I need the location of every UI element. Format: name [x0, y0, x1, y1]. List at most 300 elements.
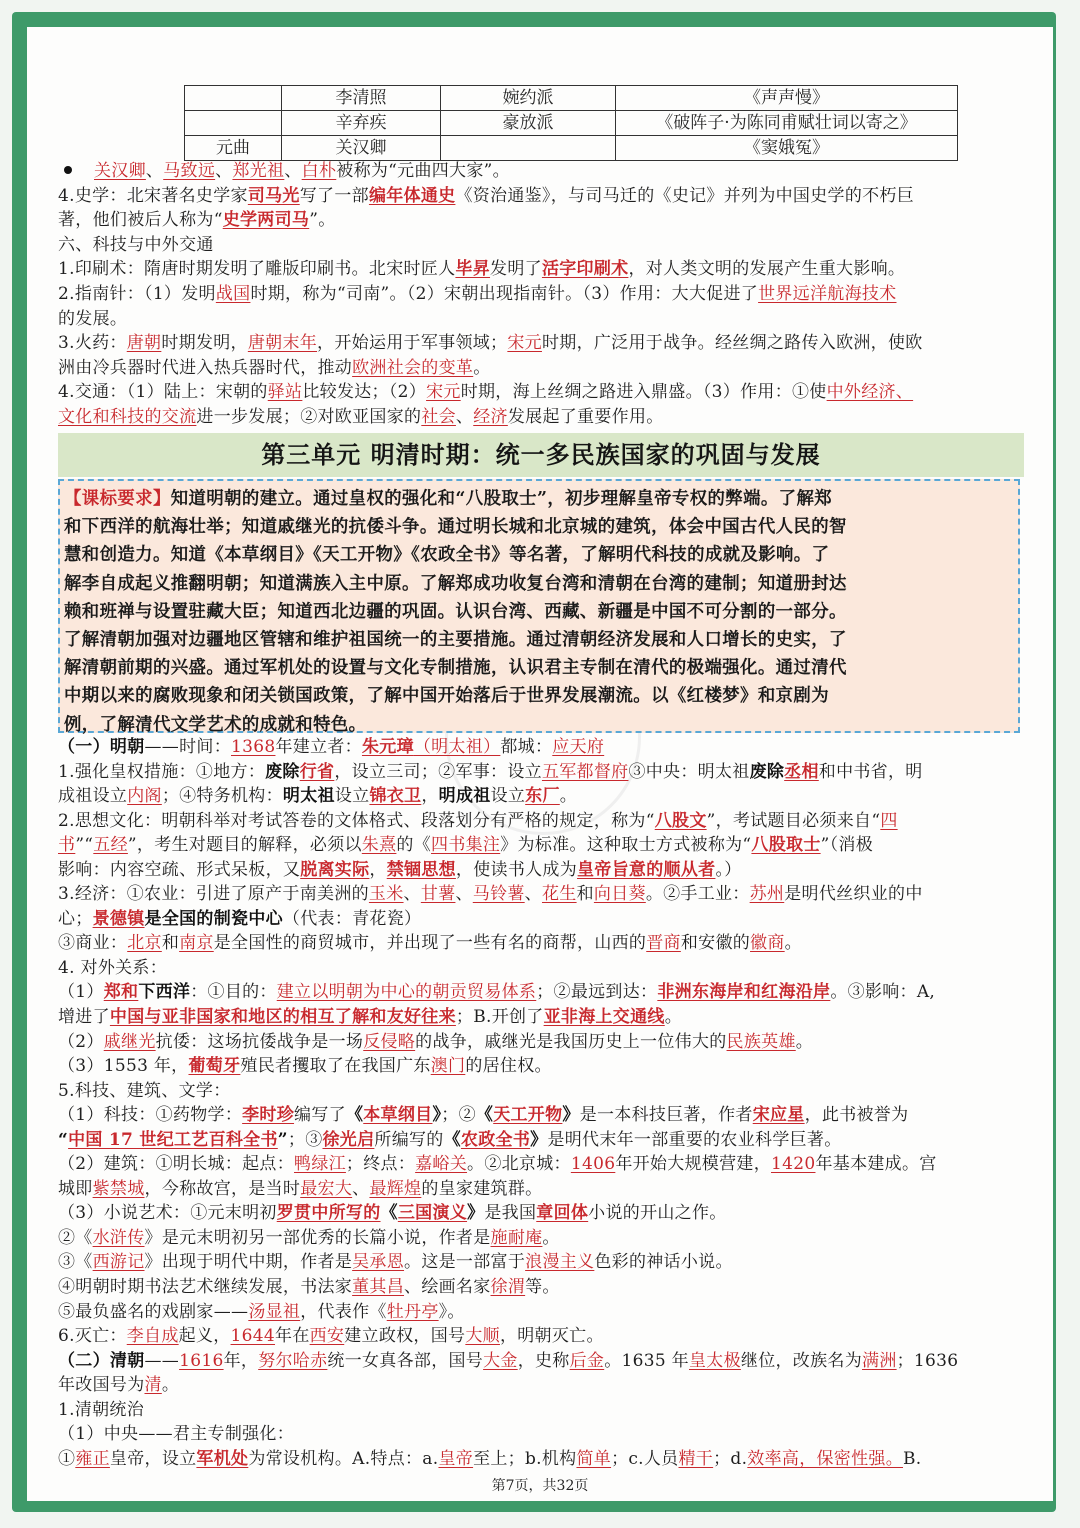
keyword: 戚继光 — [103, 1031, 156, 1052]
requirement-tag: 【课标要求】 — [64, 489, 171, 509]
text-run: ”（消极 — [820, 835, 874, 856]
text-run: 是一本科技巨著，作者 — [579, 1105, 753, 1126]
text-run: 《资治通鉴》，与司马迁的《史记》并列为中国史学的不朽巨 — [455, 185, 915, 206]
text-run: 1.清朝统治 — [58, 1399, 145, 1420]
keyword: 葡萄牙 — [188, 1056, 241, 1077]
table-row — [185, 86, 958, 111]
keyword: 五军都督府 — [541, 761, 629, 782]
text-run: ，使读书人成为 — [455, 859, 578, 880]
text-run: 抗倭：这场抗倭战争是一场 — [155, 1031, 364, 1052]
requirement-text: 知道明朝的建立。通过皇权的强化和“八股取士”，初步理解皇帝专权的弊端。了解郑 — [170, 489, 833, 509]
keyword: 汤显祖 — [248, 1301, 301, 1322]
bullet-icon — [64, 166, 72, 174]
author-cell: 辛弃疾 — [282, 111, 441, 136]
text-run: 》是元末明初另一部优秀的长篇小说，作者是 — [144, 1227, 491, 1248]
keyword: 1616 — [179, 1350, 224, 1371]
keyword: 郑和 — [103, 982, 139, 1003]
text-run: 六、科技与中外交通 — [58, 234, 214, 255]
text-run: 3.火药： — [58, 333, 127, 354]
text-run: 、 — [352, 1178, 370, 1199]
requirement-line — [64, 513, 1016, 541]
keyword: 八股取士 — [751, 835, 821, 856]
text-run: 》出现于明代中期，作者是 — [144, 1252, 353, 1273]
keyword: 李自成 — [126, 1326, 179, 1347]
text-run: 4.交通：（1）陆上：宋朝的 — [58, 382, 268, 403]
text-run: （1） — [58, 982, 104, 1003]
text-line — [58, 233, 1020, 258]
text-run: ，代表作《 — [300, 1301, 387, 1322]
keyword: 后金 — [569, 1350, 605, 1371]
text-line — [58, 809, 1020, 834]
text-run: 至上；b.机构 — [473, 1448, 577, 1469]
requirement-text: 了解清朝加强对边疆地区管辖和维护祖国统一的主要措施。通过清朝经济发展和人口增长的史实，了 — [64, 630, 847, 651]
text-line — [58, 858, 1020, 883]
text-run: ②《 — [58, 1227, 93, 1248]
keyword: （一）明朝 — [58, 737, 145, 757]
keyword: 丞相 — [784, 761, 819, 782]
section-song-culture — [58, 159, 1020, 430]
text-run: 年建立者： — [275, 737, 362, 757]
text-run: ， — [421, 786, 439, 807]
keyword: 活字印刷术 — [541, 259, 629, 280]
keyword: （二）清朝 — [58, 1350, 145, 1371]
keyword: 明太祖 — [282, 786, 335, 807]
keyword: 废除 — [749, 761, 785, 782]
text-run: 编写了 — [294, 1105, 346, 1126]
keyword: 鸭绿江 — [294, 1154, 346, 1175]
text-line — [58, 1373, 1020, 1398]
text-run: 、 — [455, 406, 474, 427]
text-run: 和安徽的 — [680, 933, 751, 954]
requirement-line — [64, 598, 1016, 626]
keyword: 中国 17 世纪工艺百科全书 — [68, 1129, 278, 1150]
text-line — [58, 1275, 1020, 1300]
text-run: 色彩的神话小说。 — [594, 1252, 733, 1273]
text-run: ，设立三司；②军事：设立 — [334, 761, 542, 782]
text-line — [58, 1030, 1020, 1055]
text-line — [58, 784, 1020, 809]
poets-table — [184, 85, 958, 161]
keyword: 西安 — [309, 1326, 345, 1347]
keyword: 驿站 — [267, 382, 303, 403]
keyword: 吴承恩 — [352, 1252, 405, 1273]
text-line — [58, 1103, 1020, 1128]
school-cell: 婉约派 — [441, 86, 616, 111]
table-row — [185, 136, 958, 161]
text-run: （2）建筑：①明长城：起点： — [58, 1154, 295, 1175]
text-line — [58, 1422, 1020, 1447]
text-run: 和中书省，明 — [818, 761, 923, 782]
text-run: ，明朝灭亡。 — [499, 1326, 604, 1347]
text-run: ④明朝时期书法艺术继续发展，书法家 — [58, 1277, 353, 1298]
keyword: 宋元 — [507, 333, 542, 354]
text-run: 、 — [145, 161, 164, 181]
keyword: 天工开物 — [493, 1105, 563, 1126]
text-run: ③《 — [58, 1252, 93, 1273]
text-run: 5.科技、建筑、文学： — [58, 1080, 231, 1101]
keyword: 景德镇 — [92, 908, 145, 929]
text-run: ”“ — [75, 835, 94, 856]
keyword: 是全国的制瓷中心 — [144, 908, 283, 929]
text-line — [58, 208, 1020, 233]
keyword: 朱元璋 — [361, 737, 414, 757]
keyword: 史学两司马 — [222, 210, 310, 231]
keyword: 明成祖 — [438, 786, 491, 807]
text-run: 、绘画名家 — [404, 1277, 491, 1298]
text-run: 皇帝，设立 — [109, 1448, 197, 1469]
text-run: 6.灭亡： — [58, 1326, 127, 1347]
text-line — [58, 735, 1020, 760]
text-run: （3）1553 年， — [58, 1056, 189, 1077]
requirement-line — [64, 682, 1016, 710]
keyword: 徐渭 — [490, 1277, 526, 1298]
text-line — [58, 760, 1020, 785]
requirement-line — [64, 654, 1016, 682]
text-run: 、 — [215, 161, 233, 181]
text-run: 著，他们被后人称为“ — [58, 210, 223, 231]
text-line — [58, 257, 1020, 282]
keyword: 努尔哈赤 — [258, 1350, 328, 1371]
text-run: 设立 — [490, 786, 526, 807]
text-run: ；B.开创了 — [455, 1007, 544, 1028]
author-cell: 李清照 — [282, 86, 441, 111]
keyword: 苏州 — [749, 884, 785, 905]
keyword: 》 — [467, 1203, 485, 1224]
text-line — [58, 1201, 1020, 1226]
text-run: 。 — [664, 1007, 683, 1028]
text-line — [58, 1177, 1020, 1202]
text-run: 的《 — [396, 835, 432, 856]
text-run: 》。 — [438, 1301, 465, 1322]
text-run: 建立政权，国号 — [344, 1326, 466, 1347]
work-cell: 《破阵子·为陈同甫赋壮词以寄之》 — [616, 111, 958, 136]
keyword: 社会 — [421, 406, 456, 427]
keyword: 四 — [880, 810, 898, 831]
keyword: 皇太极 — [689, 1350, 741, 1371]
keyword: ” — [277, 1129, 288, 1150]
text-line — [58, 980, 1020, 1005]
text-run: 城即 — [58, 1178, 93, 1199]
keyword: 南京 — [179, 933, 214, 954]
keyword: 下西洋 — [138, 982, 191, 1003]
text-run: 。1635 年 — [604, 1350, 689, 1371]
keyword: 大金 — [483, 1350, 518, 1371]
text-line — [58, 1324, 1020, 1349]
keyword: 》 — [432, 1105, 442, 1126]
keyword: 世界远洋航海技术 — [758, 283, 897, 304]
text-run: （2） — [58, 1031, 104, 1052]
text-run: 3.经济：①农业：引进了原产于南美洲的 — [58, 884, 369, 905]
keyword: 亚非海上交通线 — [543, 1007, 665, 1028]
text-run: 2.指南针：（1）发明 — [58, 283, 216, 304]
keyword: 紫禁城 — [92, 1178, 145, 1199]
text-run: 、 — [284, 161, 302, 181]
keyword: 满洲 — [862, 1350, 897, 1371]
keyword: 朱熹 — [361, 835, 397, 856]
text-run: ；② — [441, 1105, 476, 1126]
requirement-line — [64, 570, 1016, 598]
text-run: 。③影响：A, — [830, 982, 936, 1003]
keyword: 1406 — [570, 1154, 616, 1175]
text-line — [58, 1447, 1020, 1472]
section-ming-qing — [58, 735, 1020, 1471]
text-run: 写了一部 — [299, 185, 369, 206]
keyword: 八股文 — [654, 810, 707, 831]
text-line — [58, 307, 1020, 332]
text-line — [58, 907, 1020, 932]
text-run: 的居住权。 — [465, 1056, 552, 1077]
text-run: 、 — [403, 884, 421, 905]
requirement-text: 赖和班禅与设置驻藏大臣；知道西北边疆的巩固。认识台湾、西藏、新疆是中国不可分割的一部分。 — [64, 601, 847, 622]
text-run: 统一女真各部，国号 — [327, 1350, 484, 1371]
text-run: 所编写的 — [374, 1129, 444, 1150]
text-run: ——时间： — [144, 737, 231, 757]
keyword: 行省 — [299, 761, 335, 782]
text-run: 年开始大规模营建， — [615, 1154, 772, 1175]
text-run: 洲由冷兵器时代进入热兵器时代，推动 — [58, 357, 353, 378]
work-cell: 《窦娥冤》 — [616, 136, 958, 161]
text-run: 的皇家建筑群。 — [421, 1178, 543, 1199]
text-run: ，开始运用于军事领域； — [317, 333, 508, 354]
text-run: 年改国号为 — [58, 1375, 145, 1396]
keyword: 建立以明朝为中心的朝贡贸易体系 — [276, 982, 537, 1003]
text-run: B. — [903, 1448, 922, 1469]
text-run: ；d. — [713, 1448, 748, 1469]
text-line — [58, 1250, 1020, 1275]
keyword: 中国与亚非国家和地区的相互了解和友好往来 — [109, 1007, 456, 1028]
text-line — [58, 356, 1020, 381]
table-row — [185, 111, 958, 136]
text-run: 。 — [559, 786, 578, 807]
requirement-line — [64, 626, 1016, 654]
era-cell: 元曲 — [185, 136, 282, 161]
keyword: 花生 — [541, 884, 577, 905]
keyword: 四书集注 — [431, 835, 501, 856]
text-run: ”，考试题目必须来自“ — [706, 810, 881, 831]
text-line — [58, 1128, 1020, 1153]
keyword: 最宏大 — [300, 1178, 353, 1199]
keyword: 关汉卿 — [94, 161, 146, 181]
text-run: 。 — [542, 1227, 560, 1248]
text-line — [58, 380, 1020, 405]
keyword: 甘薯 — [420, 884, 456, 905]
keyword: 《 — [475, 1105, 494, 1126]
keyword: 锦衣卫 — [369, 786, 422, 807]
text-run: 发展起了重要作用。 — [507, 406, 664, 427]
text-run: 心； — [58, 908, 93, 929]
keyword: 董其昌 — [352, 1277, 405, 1298]
text-run: 影响：内容空疏、形式呆板，又 — [58, 859, 301, 880]
text-run: ；终点： — [345, 1154, 416, 1175]
text-run: 1.印刷术：隋唐时期发明了雕版印刷书。北宋时匠人 — [58, 259, 456, 280]
keyword: 皇帝旨意的顺从者 — [577, 859, 716, 880]
text-run: （1）中央——君主专制强化： — [58, 1424, 295, 1445]
keyword: 李时珍 — [242, 1105, 295, 1126]
keyword: 皇帝 — [438, 1448, 474, 1469]
keyword: 白朴 — [301, 161, 337, 181]
keyword: 向日葵 — [593, 884, 646, 905]
keyword: 牡丹亭 — [386, 1301, 439, 1322]
text-run: 、 — [524, 884, 542, 905]
text-run: ， — [369, 859, 387, 880]
text-line — [58, 331, 1020, 356]
text-run: 都城： — [500, 737, 553, 757]
text-run: 发明了 — [490, 259, 542, 280]
text-line — [58, 956, 1020, 981]
work-cell: 《声声慢》 — [616, 86, 958, 111]
keyword: 徽商 — [750, 933, 785, 954]
text-run: 和 — [576, 884, 594, 905]
page-footer: 第7页，共32页 — [491, 1478, 589, 1494]
text-line — [58, 184, 1020, 209]
keyword: 唐朝 — [126, 333, 162, 354]
text-line — [58, 1349, 1020, 1374]
text-run: 比较发达；（2） — [302, 382, 427, 403]
text-run: 。 — [795, 1031, 814, 1052]
text-line — [58, 159, 1020, 184]
keyword: 编年体通史 — [368, 185, 456, 206]
requirement-text: 解清朝前期的兴盛。通过军机处的设置与文化专制措施，认识君主专制在清代的极端强化。通过清代 — [64, 658, 847, 679]
keyword: 废除 — [265, 761, 300, 782]
text-line — [58, 282, 1020, 307]
text-run: 是明代末年一部重要的农业科学巨著。 — [547, 1129, 842, 1150]
keyword: 农政全书 — [460, 1129, 531, 1150]
keyword: （明太祖） — [413, 737, 501, 757]
keyword: 徐光启 — [322, 1129, 375, 1150]
text-run: ”。 — [309, 210, 336, 231]
text-run: 是全国性的商贸城市，并出现了一些有名的商帮，山西的 — [213, 933, 647, 954]
text-run: ；1636 — [896, 1350, 959, 1371]
text-run: ；③ — [287, 1129, 323, 1150]
text-run: 2.思想文化：明朝科举对考试答卷的文体格式、段落划分有严格的规定，称为“ — [58, 810, 655, 831]
keyword: 效率高，保密性强。 — [747, 1448, 903, 1469]
keyword: 非洲东海岸和红海沿岸 — [657, 982, 831, 1003]
keyword: 浪漫主义 — [525, 1252, 595, 1273]
keyword: 1368 — [231, 737, 276, 757]
text-run: （代表：青花瓷） — [282, 908, 422, 929]
text-line — [58, 833, 1020, 858]
text-run: 。 — [473, 357, 491, 378]
keyword: 北京 — [127, 933, 162, 954]
keyword: 》 — [562, 1105, 580, 1126]
keyword: 战国 — [215, 283, 251, 304]
text-run: 殖民者攫取了在我国广东 — [240, 1056, 431, 1077]
keyword: 《 — [345, 1105, 364, 1126]
text-run: 进一步发展；②对欧亚国家的 — [196, 406, 422, 427]
keyword: 应天府 — [552, 737, 605, 757]
keyword: 清 — [144, 1375, 162, 1396]
keyword: 郑光祖 — [232, 161, 285, 181]
text-run: 起义， — [178, 1326, 231, 1347]
text-run: ；④特务机构： — [161, 786, 283, 807]
text-line — [58, 1005, 1020, 1030]
keyword: 三国演义 — [397, 1203, 468, 1224]
unit-title-banner: 第三单元 明清时期：统一多民族国家的巩固与发展 — [58, 433, 1024, 477]
text-run: ，今称故宫，是当时 — [144, 1178, 301, 1199]
text-run: ⑤最负盛名的戏剧家—— — [58, 1301, 249, 1322]
keyword: 玉米 — [368, 884, 404, 905]
text-run: 是我国 — [484, 1203, 537, 1224]
text-run: 的发展。 — [58, 308, 128, 329]
keyword: 《 — [380, 1203, 398, 1224]
keyword: 1644 — [230, 1326, 276, 1347]
text-run: ① — [58, 1448, 76, 1469]
text-run: ，史称 — [517, 1350, 570, 1371]
text-run: 4. 对外关系： — [58, 957, 168, 978]
text-run: 年， — [223, 1350, 259, 1371]
text-run: ”，考生对题目的解释，必须以 — [127, 835, 362, 856]
keyword: 嘉峪关 — [415, 1154, 468, 1175]
keyword: 简单 — [576, 1448, 612, 1469]
text-run: 成祖设立 — [58, 786, 128, 807]
keyword: 精干 — [678, 1448, 714, 1469]
text-run: 被称为“元曲四大家”。 — [336, 161, 510, 181]
text-run: 小说的开山之作。 — [588, 1203, 727, 1224]
keyword: 司马光 — [247, 185, 300, 206]
text-run: ③中央：明太祖 — [628, 761, 750, 782]
keyword: 唐朝末年 — [247, 333, 318, 354]
keyword: 本草纲目 — [363, 1105, 433, 1126]
text-run: ③商业： — [58, 933, 128, 954]
requirement-text: 例，了解清代文学艺术的成就和特色。 — [64, 714, 367, 735]
keyword: 宋应星 — [752, 1105, 805, 1126]
requirement-text: 中期以来的腐败现象和闭关锁国政策，了解中国开始落后于世界发展潮流。以《红楼梦》和京剧为 — [64, 686, 830, 707]
requirement-text: 慧和创造力。知道《本草纲目》《天工开物》《农政全书》等名著，了解明代科技的成就及影响。了 — [64, 545, 830, 566]
text-line — [58, 1079, 1020, 1104]
era-cell — [185, 86, 282, 111]
curriculum-requirement-box — [58, 479, 1020, 733]
requirement-text: 解李自成起义推翻明朝；知道满族入主中原。了解郑成功收复台湾和清朝在台湾的建制；知道册封达 — [64, 573, 847, 594]
era-cell — [185, 111, 282, 136]
keyword: 文化和科技的交流 — [58, 406, 197, 427]
keyword: 书 — [58, 835, 76, 856]
text-run: 设立 — [334, 786, 370, 807]
text-run: 。） — [715, 859, 742, 880]
keyword: “ — [58, 1129, 69, 1150]
keyword: 》 — [530, 1129, 548, 1150]
text-line — [58, 882, 1020, 907]
text-run: 时期，广泛用于战争。经丝绸之路传入欧洲，使欧 — [541, 333, 923, 354]
school-cell: 豪放派 — [441, 111, 616, 136]
keyword: 禁锢思想 — [386, 859, 456, 880]
text-run: 4.史学：北宋著名史学家 — [58, 185, 248, 206]
requirement-line — [64, 541, 1016, 569]
text-run: 》为标准。这种取士方式被称为“ — [500, 835, 752, 856]
keyword: 军机处 — [196, 1448, 249, 1469]
text-run: （3）小说艺术：①元末明初 — [58, 1203, 277, 1224]
text-run: 。②北京城： — [467, 1154, 571, 1175]
text-run: ；②最远到达： — [536, 982, 658, 1003]
school-cell — [441, 136, 616, 161]
text-run: —— — [144, 1350, 180, 1371]
text-run: 。 — [784, 933, 802, 954]
keyword: 水浒传 — [92, 1227, 145, 1248]
keyword: 经济 — [473, 406, 508, 427]
keyword: 施耐庵 — [490, 1227, 543, 1248]
keyword: 《 — [443, 1129, 461, 1150]
keyword: 欧洲社会的变革 — [352, 357, 474, 378]
keyword: 脱离实际 — [300, 859, 370, 880]
keyword: 澳门 — [430, 1056, 466, 1077]
text-line — [58, 405, 1020, 430]
keyword: 宋元 — [426, 382, 461, 403]
text-run: （1）科技：①药物学： — [58, 1105, 243, 1126]
text-run: 等。 — [525, 1277, 560, 1298]
keyword: 民族英雄 — [726, 1031, 796, 1052]
requirement-line — [64, 485, 1016, 513]
requirement-text: 和下西洋的航海壮举；知道戚继光的抗倭斗争。通过明长城和北京城的建筑，体会中国古代人民的智 — [64, 517, 847, 538]
text-run: 、 — [455, 884, 473, 905]
